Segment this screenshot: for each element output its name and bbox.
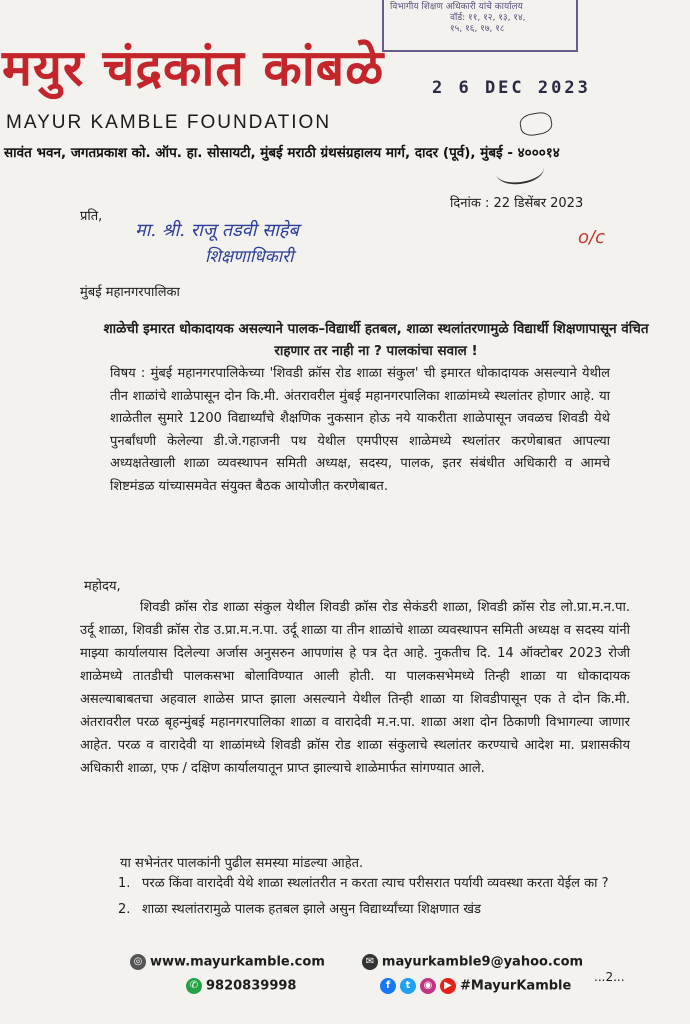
issues-list xyxy=(118,873,628,921)
footer-phone xyxy=(186,978,296,994)
list-item xyxy=(118,899,628,921)
letter-heading: शाळेची इमारत धोकादायक असल्याने पालक–विद्यार्थी हतबल, शाळा स्थलांतरणामुळे विद्यार्थी शिक्षणापासून वंचित राहणार तर नाही ना ? पालकांचा सवाल ! xyxy=(103,321,649,359)
list-number: 1. xyxy=(118,876,131,891)
list-text: शाळा स्थलांतरामुळे पालक हतबल झाले असुन विद्यार्थ्यांच्या शिक्षणात खंड xyxy=(142,902,482,917)
letter-date: दिनांक : 22 डिसेंबर 2023 xyxy=(450,196,584,211)
letterhead-title-marathi: मयुर चंद्रकांत कांबळे xyxy=(2,39,385,97)
footer-contacts xyxy=(130,954,583,970)
globe-icon: ◎ xyxy=(130,954,146,970)
received-stamp xyxy=(382,0,578,52)
recipient-name: मा. श्री. राजू तडवी साहेब xyxy=(135,220,299,241)
oc-note: o/c xyxy=(578,227,605,248)
prati-label: प्रति, xyxy=(80,209,103,224)
instagram-icon[interactable]: ◉ xyxy=(420,978,436,994)
phone-number[interactable]: 9820839998 xyxy=(206,978,297,994)
letter-body: शिवडी क्रॉस रोड शाळा संकुल येथील शिवडी क्रॉस रोड सेकंडरी शाळा, शिवडी क्रॉस रोड लो.प्रा.म.न.पा. उर्दू शाळा, शिवडी क्रॉस रोड उ.प्रा.म.न.पा. उर्दू शाळा या तीन शाळांचे शाळा व्यवस्थापन समिती अध्यक्ष व सदस्य यांनी माझ्या कार्यालयास दिलेल्या अर्जास अनुसरुन आपणांस हे पत्र देत आहे. नुकतीच दि. 14 ऑक्टोबर 2023 रोजी शाळेमध्ये तातडीची पालकसभा बोलाविण्यात आली होती. या पालकसभेमध्ये तिन्ही शाळा या धोकादायक असल्याबाबतचा अहवाल शाळेस प्राप्त झाला असल्याने येथील तिन्ही शाळा या शिवडीपासून एक ते दोन कि.मी. अंतरावरील परळ बृहन्मुंबई महानगरपालिका शाळा व वारादेवी म.न.पा. शाळा अशा दोन ठिकाणी विभागल्या जाणार आहेत. परळ व वारादेवी या शाळांमध्ये शिवडी क्रॉस रोड शाळा संकुलाचे स्थलांतर करण्याचे आदेश मा. प्रशासकीय अधिकारी शाळा, एफ / दक्षिण कार्यालयातून प्राप्त झाल्याचे शाळेमार्फत सांगण्यात आले. xyxy=(80,600,630,776)
facebook-icon[interactable]: f xyxy=(380,978,396,994)
initials-mark xyxy=(518,110,553,137)
list-text: परळ किंवा वारादेवी येथे शाळा स्थलांतरीत न करता त्याच परीसरात पर्यायी व्यवस्था करता येईल का ? xyxy=(142,876,609,891)
youtube-icon[interactable]: ▶ xyxy=(440,978,456,994)
footer-social xyxy=(380,978,571,994)
whatsapp-icon: ✆ xyxy=(186,978,202,994)
twitter-icon[interactable]: t xyxy=(400,978,416,994)
stamp-line: १५, १६, १७, १८ xyxy=(450,24,505,34)
letterhead-title-english: MAYUR KAMBLE FOUNDATION xyxy=(6,112,332,133)
email-link[interactable]: mayurkamble9@yahoo.com xyxy=(381,954,584,970)
recipient-organization: मुंबई महानगरपालिका xyxy=(80,285,180,300)
email-icon: ✉ xyxy=(362,954,378,970)
list-number: 2. xyxy=(118,902,131,917)
letterhead-address: सावंत भवन, जगतप्रकाश को. ऑप. हा. सोसायटी, मुंबई मराठी ग्रंथसंग्रहालय मार्ग, दादर (पूर्व), मुंबई - ४०००१४ xyxy=(4,145,560,161)
recipient-title: शिक्षणाधिकारी xyxy=(205,247,294,267)
list-item xyxy=(118,873,628,895)
salutation: महोदय, xyxy=(84,579,121,594)
letter-subject: विषय : मुंबई महानगरपालिकेच्या 'शिवडी क्रॉस रोड शाळा संकुल' ची इमारत धोकादायक असल्याने येथील तीन शाळांचे शाळेपासून दोन कि.मी. अंतरावरील मुंबई महानगरपालिका शाळांमध्ये स्थलांतर होणार आहे. या शाळेतील सुमारे 1200 विद्यार्थ्यांचे शैक्षणिक नुकसान होऊ नये याकरीता शाळेपासून जवळच शिवडी येथे पुनर्बांधणी केलेल्या डी.जे.गहाजनी पथ येथील एमपीएस शाळेमध्ये स्थलांतर करणेबाबत आपल्या अध्यक्षतेखाली शाळा व्यवस्थापन समिती अध्यक्ष, सदस्य, पालक, इतर संबंधीत अधिकारी व आमचे शिष्टमंडळ यांच्यासमवेत संयुक्त बैठक आयोजीत करणेबाबत. xyxy=(110,366,610,494)
stamp-line: वॉर्ड: ११, १२, १३, १४, xyxy=(450,13,526,23)
stamp-line: विभागीय शिक्षण अधिकारी यांचे कार्यालय xyxy=(390,2,523,12)
website-link[interactable]: www.mayurkamble.com xyxy=(150,954,325,970)
page-marker: ...2... xyxy=(594,970,625,984)
stamp-received-date: 2 6 DEC 2023 xyxy=(432,78,591,98)
hashtag: #MayurKamble xyxy=(460,978,572,994)
issues-intro: या सभेनंतर पालकांनी पुढील समस्या मांडल्या आहेत. xyxy=(120,856,364,871)
